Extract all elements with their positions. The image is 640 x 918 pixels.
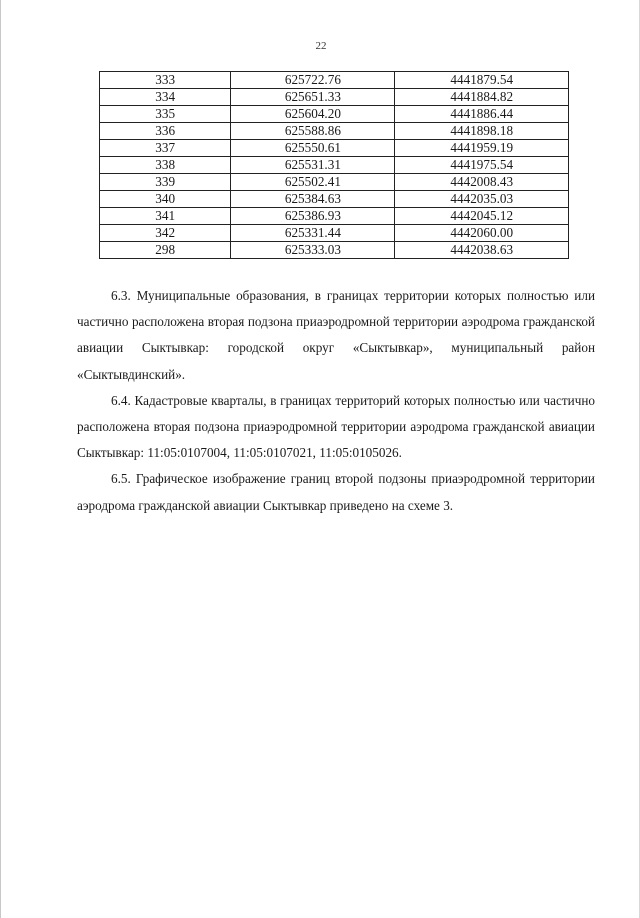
x-coordinate-cell: 625550.61 (231, 140, 395, 157)
y-coordinate-cell: 4442060.00 (395, 225, 569, 242)
table-row (100, 106, 569, 123)
y-coordinate-cell: 4442008.43 (395, 174, 569, 191)
page-number: 22 (315, 40, 327, 52)
table-row (100, 242, 569, 259)
point-number-cell: 333 (100, 72, 231, 89)
paragraph-6-5: 6.5. Графическое изображение границ второй подзоны приаэродромной территории аэродрома гражданской авиации Сыктывкар приведено на схеме 3. (77, 471, 595, 513)
table-row (100, 157, 569, 174)
y-coordinate-cell: 4441898.18 (395, 123, 569, 140)
x-coordinate-cell: 625604.20 (231, 106, 395, 123)
point-number-cell: 336 (100, 123, 231, 140)
x-coordinate-cell: 625331.44 (231, 225, 395, 242)
y-coordinate-cell: 4442045.12 (395, 208, 569, 225)
x-coordinate-cell: 625384.63 (231, 191, 395, 208)
coordinates-table (99, 71, 569, 259)
x-coordinate-cell: 625651.33 (231, 89, 395, 106)
table-row (100, 174, 569, 191)
point-number-cell: 334 (100, 89, 231, 106)
y-coordinate-cell: 4442038.63 (395, 242, 569, 259)
table-row (100, 140, 569, 157)
x-coordinate-cell: 625722.76 (231, 72, 395, 89)
y-coordinate-cell: 4442035.03 (395, 191, 569, 208)
x-coordinate-cell: 625502.41 (231, 174, 395, 191)
y-coordinate-cell: 4441886.44 (395, 106, 569, 123)
x-coordinate-cell: 625333.03 (231, 242, 395, 259)
point-number-cell: 337 (100, 140, 231, 157)
point-number-cell: 340 (100, 191, 231, 208)
y-coordinate-cell: 4441879.54 (395, 72, 569, 89)
point-number-cell: 335 (100, 106, 231, 123)
y-coordinate-cell: 4441959.19 (395, 140, 569, 157)
point-number-cell: 339 (100, 174, 231, 191)
point-number-cell: 338 (100, 157, 231, 174)
y-coordinate-cell: 4441975.54 (395, 157, 569, 174)
x-coordinate-cell: 625531.31 (231, 157, 395, 174)
x-coordinate-cell: 625588.86 (231, 123, 395, 140)
table-row (100, 123, 569, 140)
document-body (77, 283, 595, 519)
paragraph-6-3: 6.3. Муниципальные образования, в границах территории которых полностью или частично расположена вторая подзона приаэродромной территории аэродрома гражданской авиации Сыктывкар: городской округ «Сыктывкар», муниципальный район «Сыктывдинский». (77, 288, 595, 382)
point-number-cell: 341 (100, 208, 231, 225)
table-row (100, 191, 569, 208)
point-number-cell: 298 (100, 242, 231, 259)
table-row (100, 72, 569, 89)
table-row (100, 208, 569, 225)
table-row (100, 225, 569, 242)
x-coordinate-cell: 625386.93 (231, 208, 395, 225)
table-row (100, 89, 569, 106)
coordinates-table-body (100, 72, 569, 259)
paragraph-6-4: 6.4. Кадастровые кварталы, в границах территорий которых полностью или частично расположена вторая подзона приаэродромной территории аэродрома гражданской авиации Сыктывкар: 11:05:0107004, 11:05:0107021, 11:05:0105026. (77, 392, 595, 461)
y-coordinate-cell: 4441884.82 (395, 89, 569, 106)
point-number-cell: 342 (100, 225, 231, 242)
